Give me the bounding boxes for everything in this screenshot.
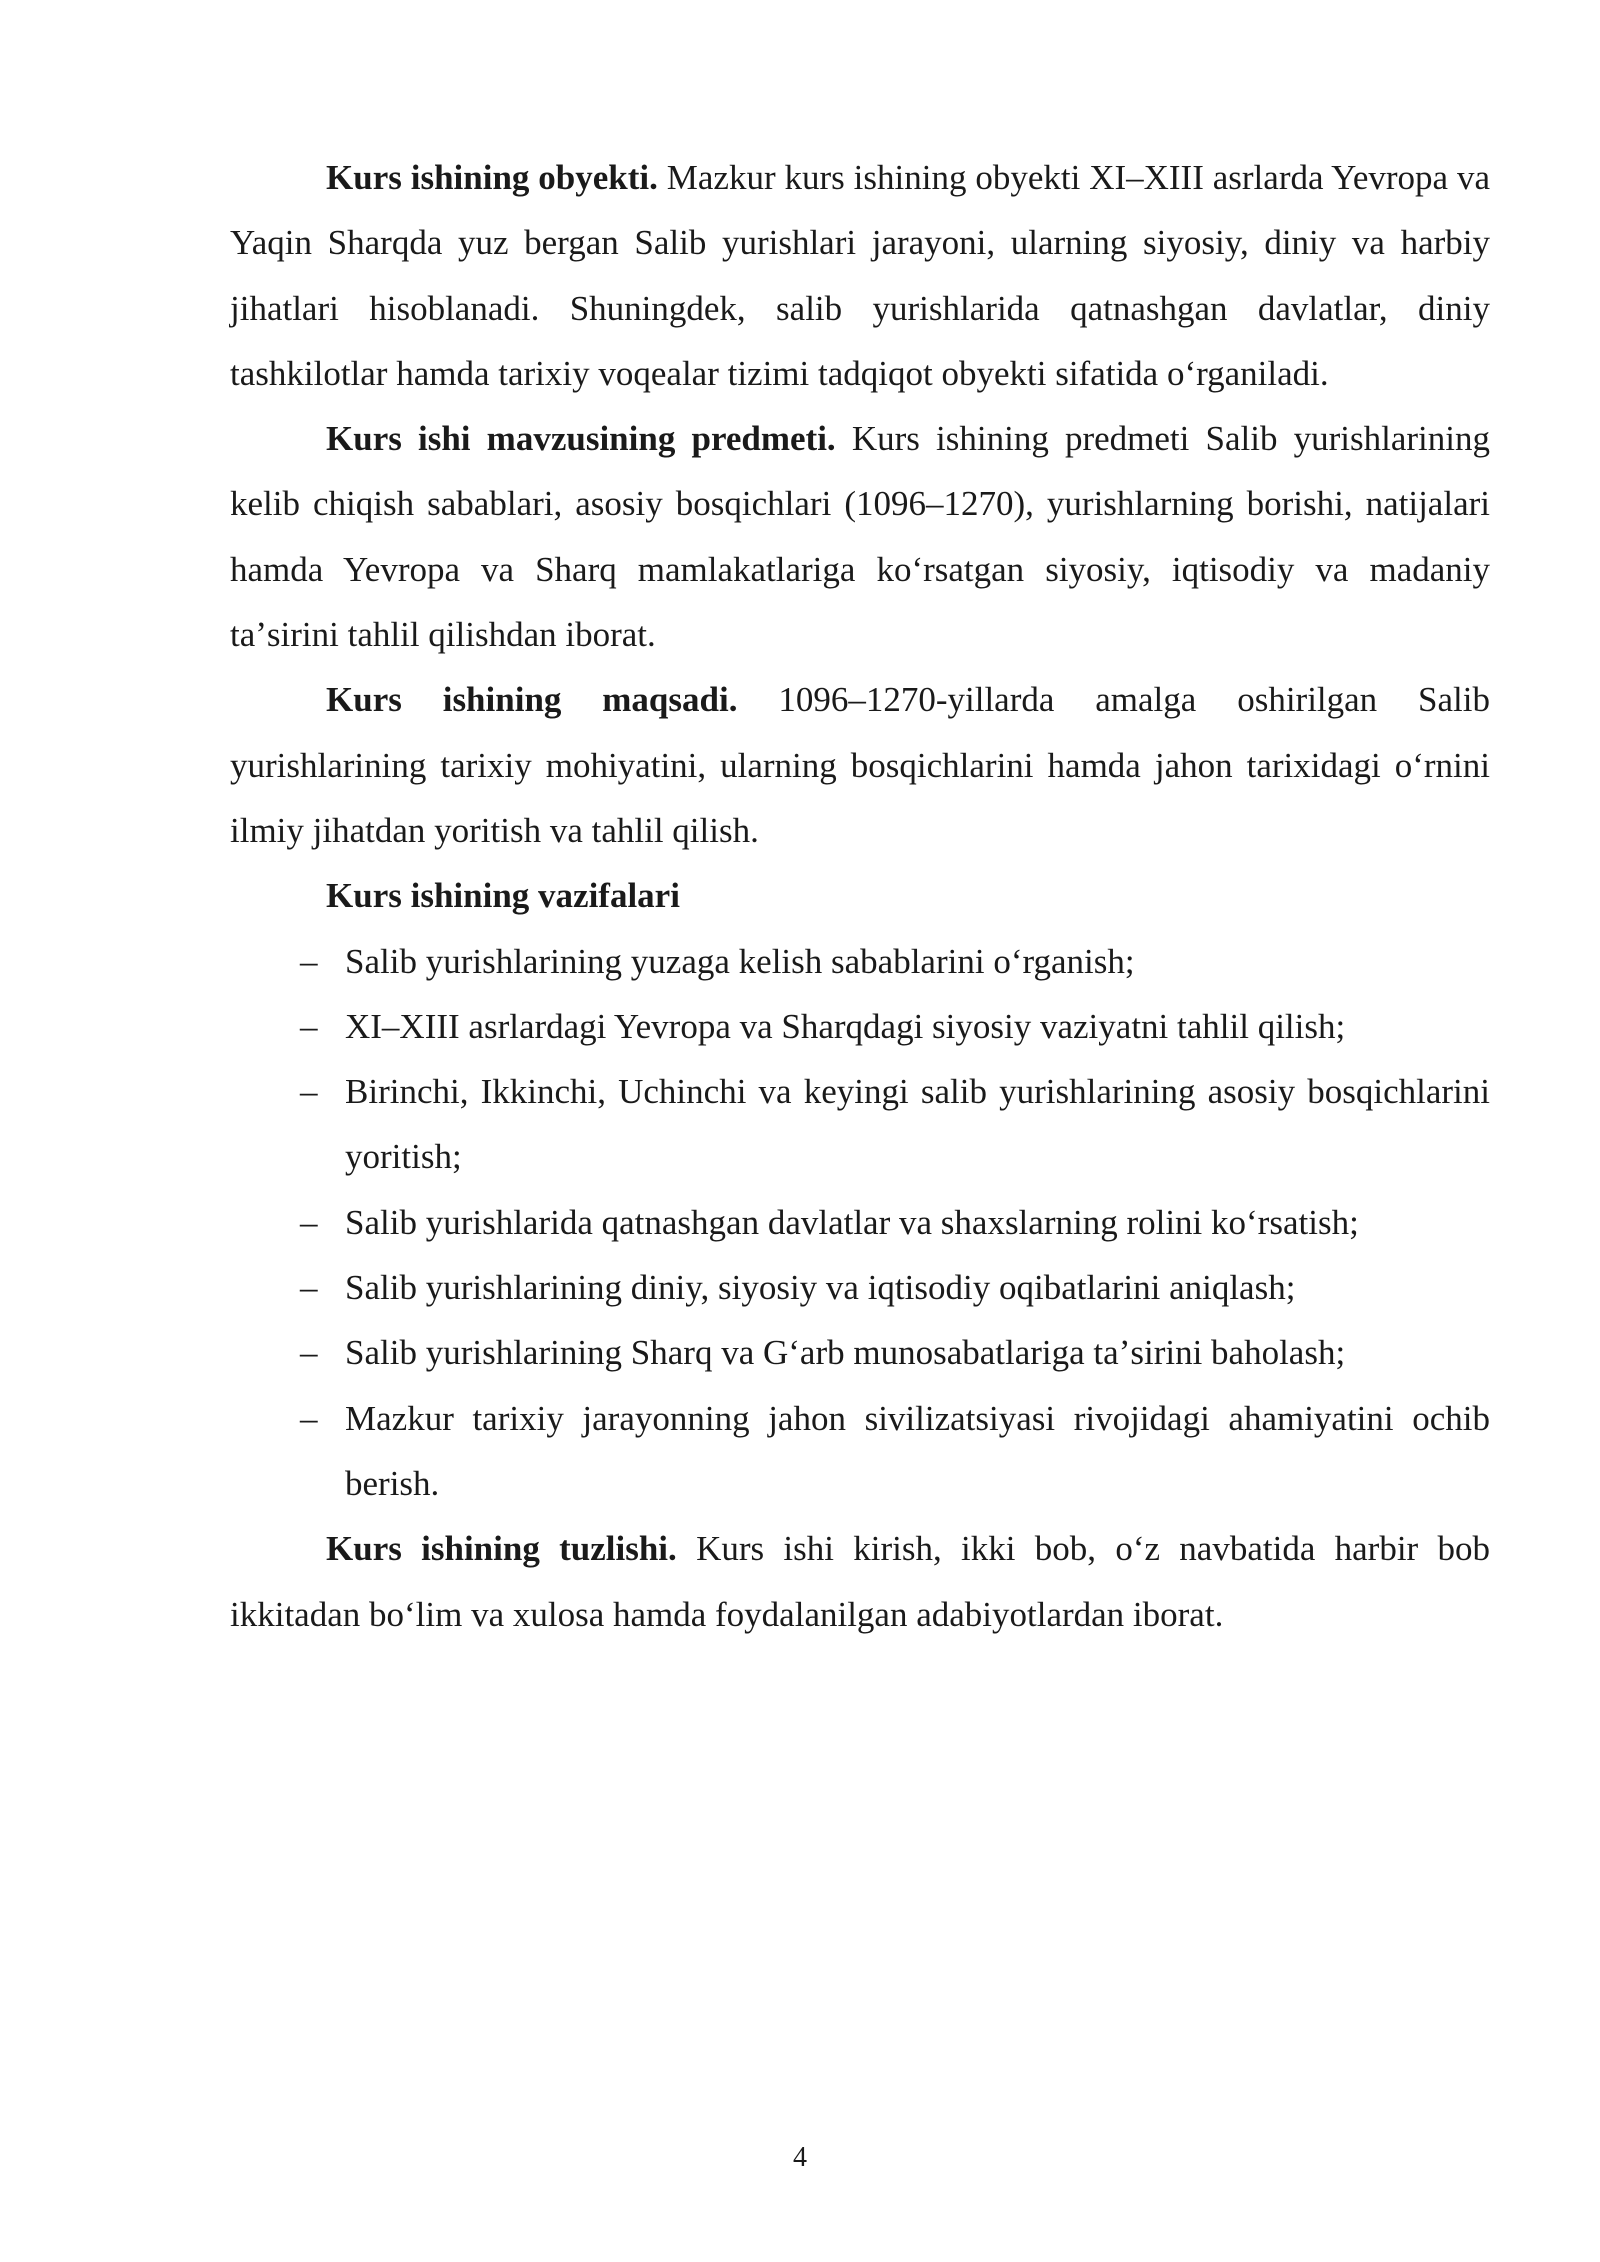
list-item	[230, 1320, 1490, 1385]
goal-paragraph	[230, 667, 1490, 863]
object-heading: Kurs ishining obyekti.	[326, 158, 658, 197]
list-item	[230, 1190, 1490, 1255]
task-text: Salib yurishlarida qatnashgan davlatlar va shaxslarning rolini koʻrsatish;	[345, 1202, 1359, 1242]
dash-bullet: –	[300, 1333, 318, 1373]
list-item	[230, 1255, 1490, 1320]
task-text: Mazkur tarixiy jarayonning jahon sivilizatsiyasi rivojidagi ahamiyatini ochib berish.	[345, 1398, 1490, 1503]
subject-text: Kurs ishining predmeti Salib yurishlarining kelib chiqish sabablari, asosiy bosqichlari (1096–1270), yurishlarning borishi, natijalari hamda Yevropa va Sharq mamlakatlariga koʻrsatgan siyosiy, iqtisodiy va madaniy taʼsirini tahlil qilishdan iborat.	[230, 419, 1490, 655]
goal-heading: Kurs ishining maqsadi.	[326, 680, 738, 720]
tasks-list	[230, 929, 1490, 1517]
dash-bullet: –	[300, 1268, 318, 1308]
task-text: Salib yurishlarining diniy, siyosiy va iqtisodiy oqibatlarini aniqlash;	[345, 1268, 1296, 1308]
dash-bullet: –	[300, 1398, 318, 1438]
list-item	[230, 994, 1490, 1059]
page-number: 4	[793, 2142, 807, 2173]
goal-text: 1096–1270-yillarda amalga oshirilgan Salib yurishlarining tarixiy mohiyatini, ularning bosqichlarini hamda jahon tarixidagi oʻrnini ilmiy jihatdan yoritish va tahlil qilish.	[230, 680, 1490, 850]
tasks-heading: Kurs ishining vazifalari	[326, 876, 680, 916]
dash-bullet: –	[300, 1202, 318, 1242]
object-text: Mazkur kurs ishining obyekti XI–XIII asrlarda Yevropa va Yaqin Sharqda yuz bergan Salib yurishlari jarayoni, ularning siyosiy, diniy va harbiy jihatlari hisoblanadi. Shuningdek, salib yurishlarida qatnashgan davlatlar, diniy tashkilotlar hamda tarixiy voqealar tizimi tadqiqot obyekti sifatida oʻrganiladi.	[230, 158, 1491, 393]
structure-heading: Kurs ishining tuzlishi.	[326, 1529, 677, 1569]
dash-bullet: –	[300, 1072, 318, 1112]
task-text: XI–XIII asrlardagi Yevropa va Sharqdagi siyosiy vaziyatni tahlil qilish;	[345, 1006, 1346, 1046]
task-text: Salib yurishlarining yuzaga kelish sabablarini oʻrganish;	[345, 941, 1135, 981]
list-item	[230, 1059, 1490, 1190]
dash-bullet: –	[300, 1006, 318, 1046]
task-text: Birinchi, Ikkinchi, Uchinchi va keyingi salib yurishlarining asosiy bosqichlarini yoritish;	[345, 1072, 1490, 1177]
object-paragraph	[230, 145, 1490, 406]
list-item	[230, 1386, 1490, 1517]
document-body	[230, 145, 1490, 1647]
subject-paragraph	[230, 406, 1490, 667]
subject-heading: Kurs ishi mavzusining predmeti.	[326, 419, 836, 459]
list-item	[230, 929, 1490, 994]
structure-text: Kurs ishi kirish, ikki bob, oʻz navbatida harbir bob ikkitadan boʻlim va xulosa hamda foydalanilgan adabiyotlardan iborat.	[230, 1529, 1491, 1634]
dash-bullet: –	[300, 941, 318, 981]
structure-paragraph	[230, 1516, 1490, 1647]
task-text: Salib yurishlarining Sharq va Gʻarb munosabatlariga taʼsirini baholash;	[345, 1333, 1346, 1373]
